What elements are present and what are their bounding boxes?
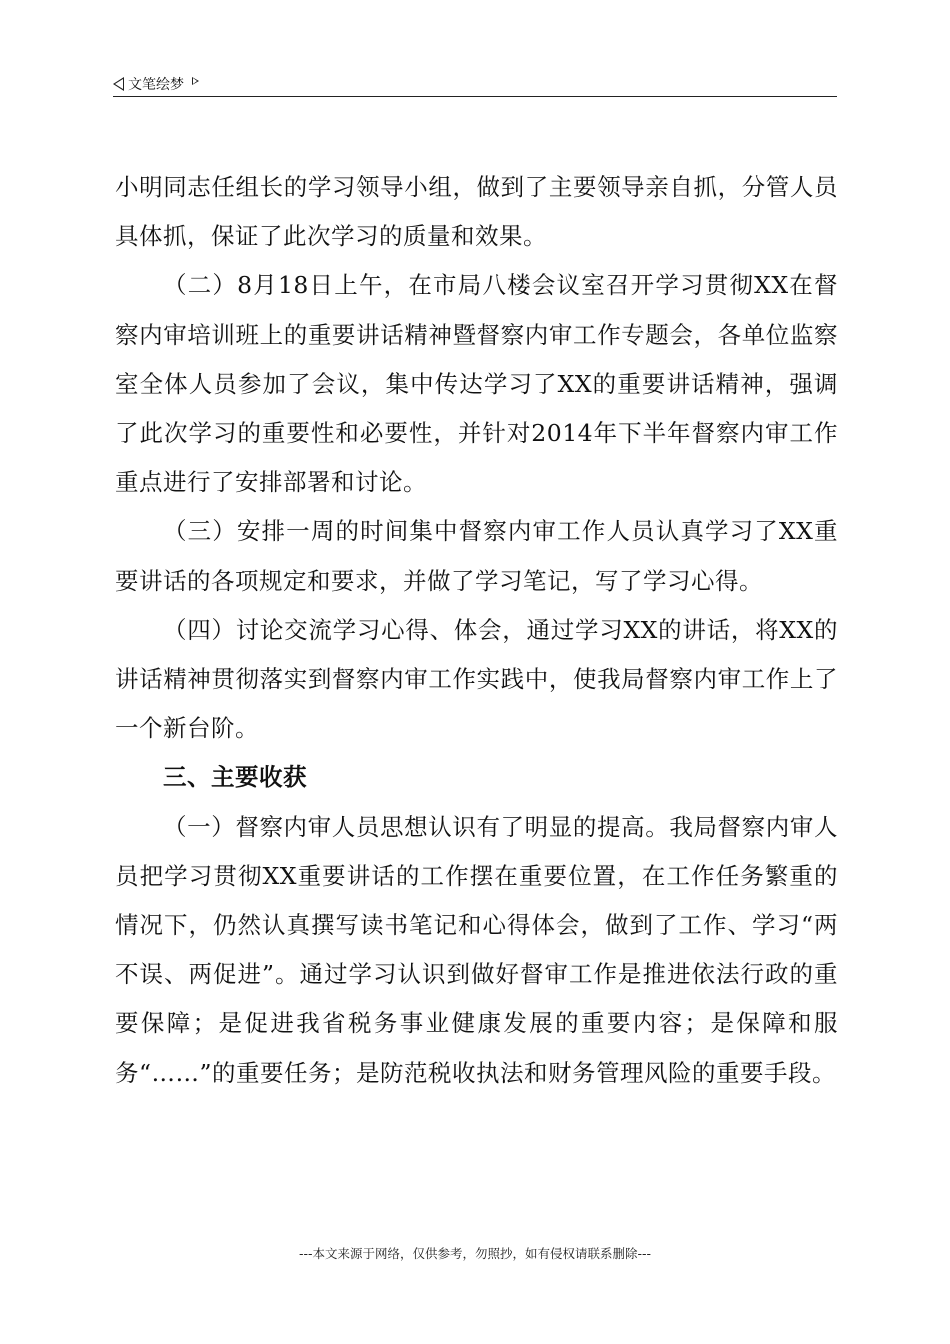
document-body — [115, 163, 838, 1098]
paragraph-item-2: （二）8月18日上午，在市局八楼会议室召开学习贯彻XX在督察内审培训班上的重要讲话精神暨督察内审工作专题会，各单位监察室全体人员参加了会议，集中传达学习了XX的重要讲话精神，强调了此次学习的重要性和必要性，并针对2014年下半年督察内审工作重点进行了安排部署和讨论。 — [115, 271, 838, 497]
paragraph-item-3: （三）安排一周的时间集中督察内审工作人员认真学习了XX重要讲话的各项规定和要求，并做了学习笔记，写了学习心得。 — [115, 517, 838, 595]
paragraph-item-4: （四）讨论交流学习心得、体会，通过学习XX的讲话，将XX的讲话精神贯彻落实到督察内审工作实践中，使我局督察内审工作上了一个新台阶。 — [115, 615, 838, 743]
triangle-right-icon — [192, 77, 199, 85]
paragraph-continuation: 小明同志任组长的学习领导小组，做到了主要领导亲自抓，分管人员具体抓，保证了此次学习的质量和效果。 — [115, 173, 838, 251]
triangle-left-icon — [113, 77, 124, 91]
section-heading: 三、主要收获 — [163, 763, 307, 792]
page-header — [113, 72, 837, 97]
page-footer-disclaimer: ---本文来源于网络，仅供参考，勿照抄，如有侵权请联系删除--- — [298, 1246, 652, 1261]
header-title: 文笔绘梦 — [128, 77, 184, 93]
paragraph-harvest-1: （一）督察内审人员思想认识有了明显的提高。我局督察内审人员把学习贯彻XX重要讲话的工作摆在重要位置，在工作任务繁重的情况下，仍然认真撰写读书笔记和心得体会，做到了工作、学习“两不误、两促进”。通过学习认识到做好督审工作是推进依法行政的重要保障；是促进我省税务事业健康发展的重要内容；是保障和服务“……”的重要任务；是防范税收执法和财务管理风险的重要手段。 — [115, 812, 838, 1087]
